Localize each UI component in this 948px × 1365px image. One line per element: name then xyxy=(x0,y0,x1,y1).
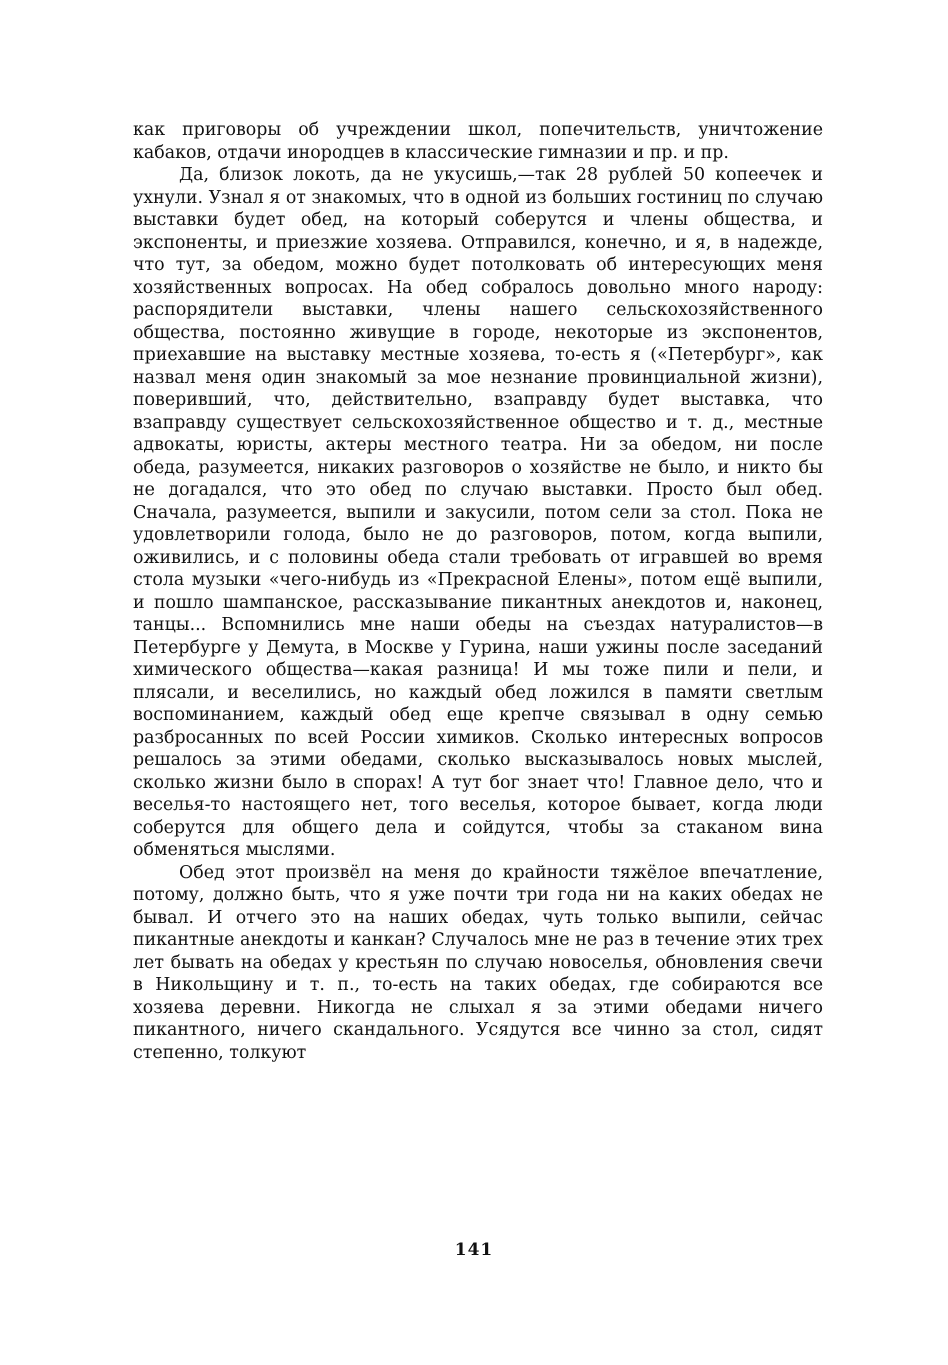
text-column xyxy=(133,119,823,1064)
paragraph-1: как приговоры об учреждении школ, попечительств, уничтожение кабаков, отдачи инородцев в классические гимназии и пр. и пр. xyxy=(133,120,823,163)
paragraph-3: Обед этот произвёл на меня до крайности тяжёлое впечатление, потому, должно быть, что я уже почти три года ни на каких обедах не бывал. И отчего это на наших обедах, чуть только выпили, сейчас пикантные анекдоты и канкан? Случалось мне не раз в течение этих трех лет бывать на обедах у крестьян по случаю новоселья, обновления свечи в Никольщину и т. п., то-есть на таких обедах, где собираются все хозяева деревни. Никогда не слыхал я за этими обедами ничего пикантного, ничего скандального. Усядутся все чинно за стол, сидят степенно, толкуют xyxy=(133,862,823,1063)
page-number: 141 xyxy=(454,1240,494,1260)
paragraph-2: Да, близок локоть, да не укусишь,—так 28 рублей 50 копеечек и ухнули. Узнал я от знакомых, что в одной из больших гостиниц по случаю выставки будет обед, на который соберутся и члены общества, и экспоненты, и приезжие хозяева. Отправился, конечно, и я, в надежде, что тут, за обедом, можно будет потолковать об интересующих меня хозяйственных вопросах. На обед собралось довольно много народу: распорядители выставки, члены нашего сельскохозяйственного общества, постоянно живущие в городе, некоторые из экспонентов, приехавшие на выставку местные хозяева, то-есть я («Петербург», как назвал меня один знакомый за мое незнание провинциальной жизни), поверивший, что, действительно, взаправду будет выставка, что взаправду существует сельскохозяйственное общество и т. д., местные адвокаты, юристы, актеры местного театра. Ни за обедом, ни после обеда, разумеется, никаких разговоров о хозяйстве не было, и никто бы не догадался, что это обед по случаю выставки. Просто был обед. Сначала, разумеется, выпили и закусили, потом сели за стол. Пока не удовлетворили голода, было не до разговоров, потом, когда выпили, оживились, и с половины обеда стали требовать от игравшей во время стола музыки «чего-нибудь из «Прекрасной Елены», потом ещё выпили, и пошло шампанское, рассказывание пикантных анекдотов и, наконец, танцы... Вспомнились мне наши обеды на съездах натуралистов—в Петербурге у Демута, в Москве у Гурина, наши ужины после заседаний химического общества—какая разница! И мы тоже пили и пели, и плясали, и веселились, но каждый обед ложился в памяти светлым воспоминанием, каждый обед еще крепче связывал в одну семью разбросанных по всей России химиков. Сколько интересных вопросов решалось за этими обедами, сколько высказывалось новых мыслей, сколько жизни было в спорах! А тут бог знает что! Главное дело, что и веселья-то настоящего нет, того веселья, которое бывает, когда люди соберутся для общего дела и сойдутся, чтобы за стаканом вина обменяться мыслями. xyxy=(133,165,823,860)
